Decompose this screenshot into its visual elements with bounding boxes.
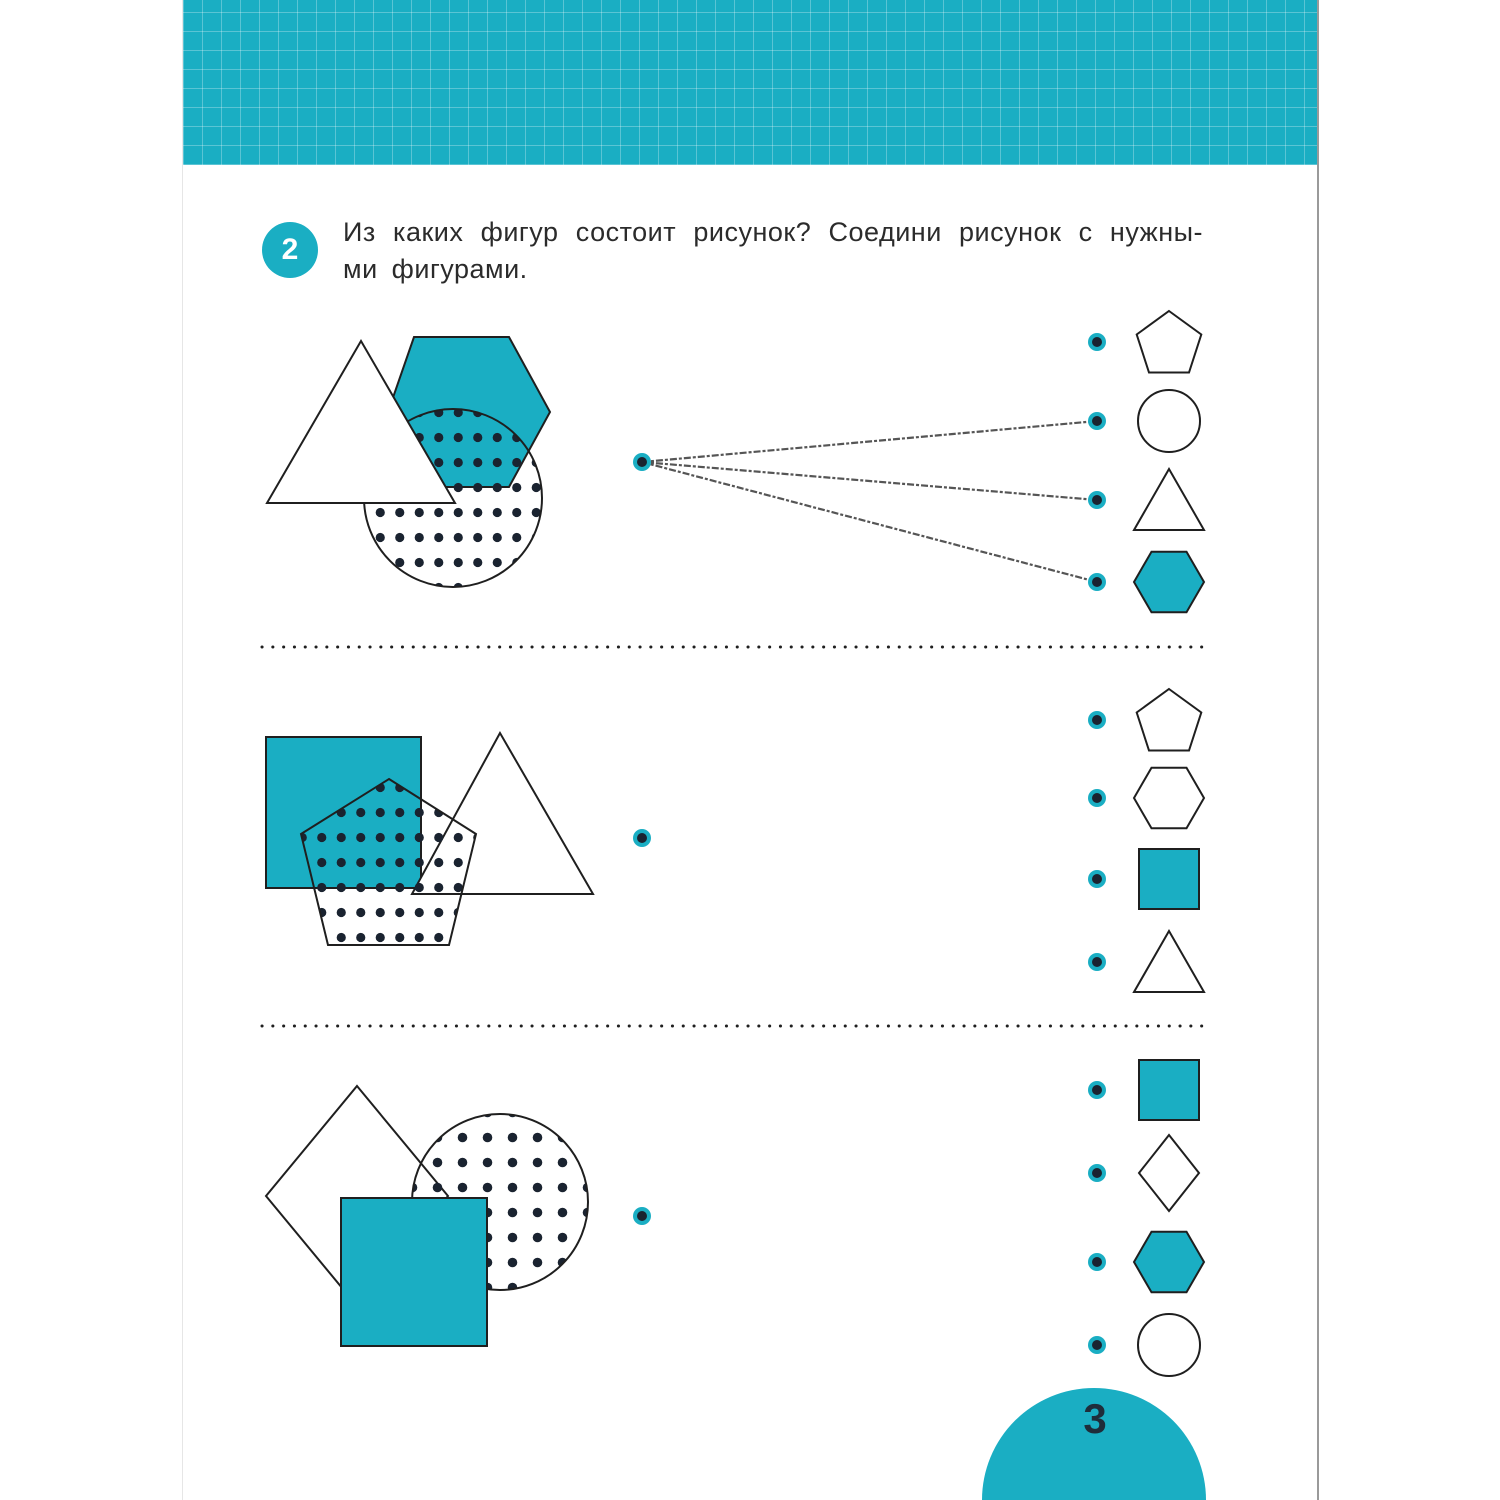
option-square (1139, 849, 1199, 909)
target-point[interactable] (1088, 789, 1106, 807)
target-point[interactable] (1088, 1253, 1106, 1271)
source-point-2[interactable] (633, 829, 651, 847)
source-point-3[interactable] (633, 1207, 651, 1225)
option-hexagon (1134, 768, 1204, 829)
page-number: 3 (1083, 1395, 1107, 1442)
option-circle (1138, 1314, 1200, 1376)
target-point[interactable] (1088, 1164, 1106, 1182)
target-point[interactable] (1088, 491, 1106, 509)
option-rhombus (1139, 1135, 1199, 1211)
picture-3-square (341, 1198, 487, 1346)
target-point[interactable] (1088, 1336, 1106, 1354)
connection-line (642, 421, 1097, 462)
task-instruction: Из каких фигур состоит рисунок? Соедини рисунок с нужны-ми фигурами. (343, 217, 1203, 284)
target-point[interactable] (1088, 953, 1106, 971)
target-point[interactable] (1088, 573, 1106, 591)
option-triangle (1134, 931, 1204, 992)
task-number-badge: 2 (262, 222, 318, 278)
exercise-3-picture (266, 1086, 588, 1346)
target-point[interactable] (1088, 711, 1106, 729)
answer-options (1088, 311, 1204, 1376)
target-point[interactable] (1088, 412, 1106, 430)
exercise-1-picture (267, 337, 550, 587)
exercise-2-picture (266, 733, 593, 945)
option-pentagon (1137, 311, 1202, 373)
target-point[interactable] (1088, 333, 1106, 351)
connection-lines (642, 421, 1097, 582)
option-triangle (1134, 469, 1204, 530)
target-point[interactable] (1088, 1081, 1106, 1099)
option-hexagon (1134, 552, 1204, 613)
source-point-1[interactable] (633, 453, 651, 471)
option-square (1139, 1060, 1199, 1120)
target-point[interactable] (1088, 870, 1106, 888)
option-pentagon (1137, 689, 1202, 751)
option-hexagon (1134, 1232, 1204, 1293)
option-circle (1138, 390, 1200, 452)
